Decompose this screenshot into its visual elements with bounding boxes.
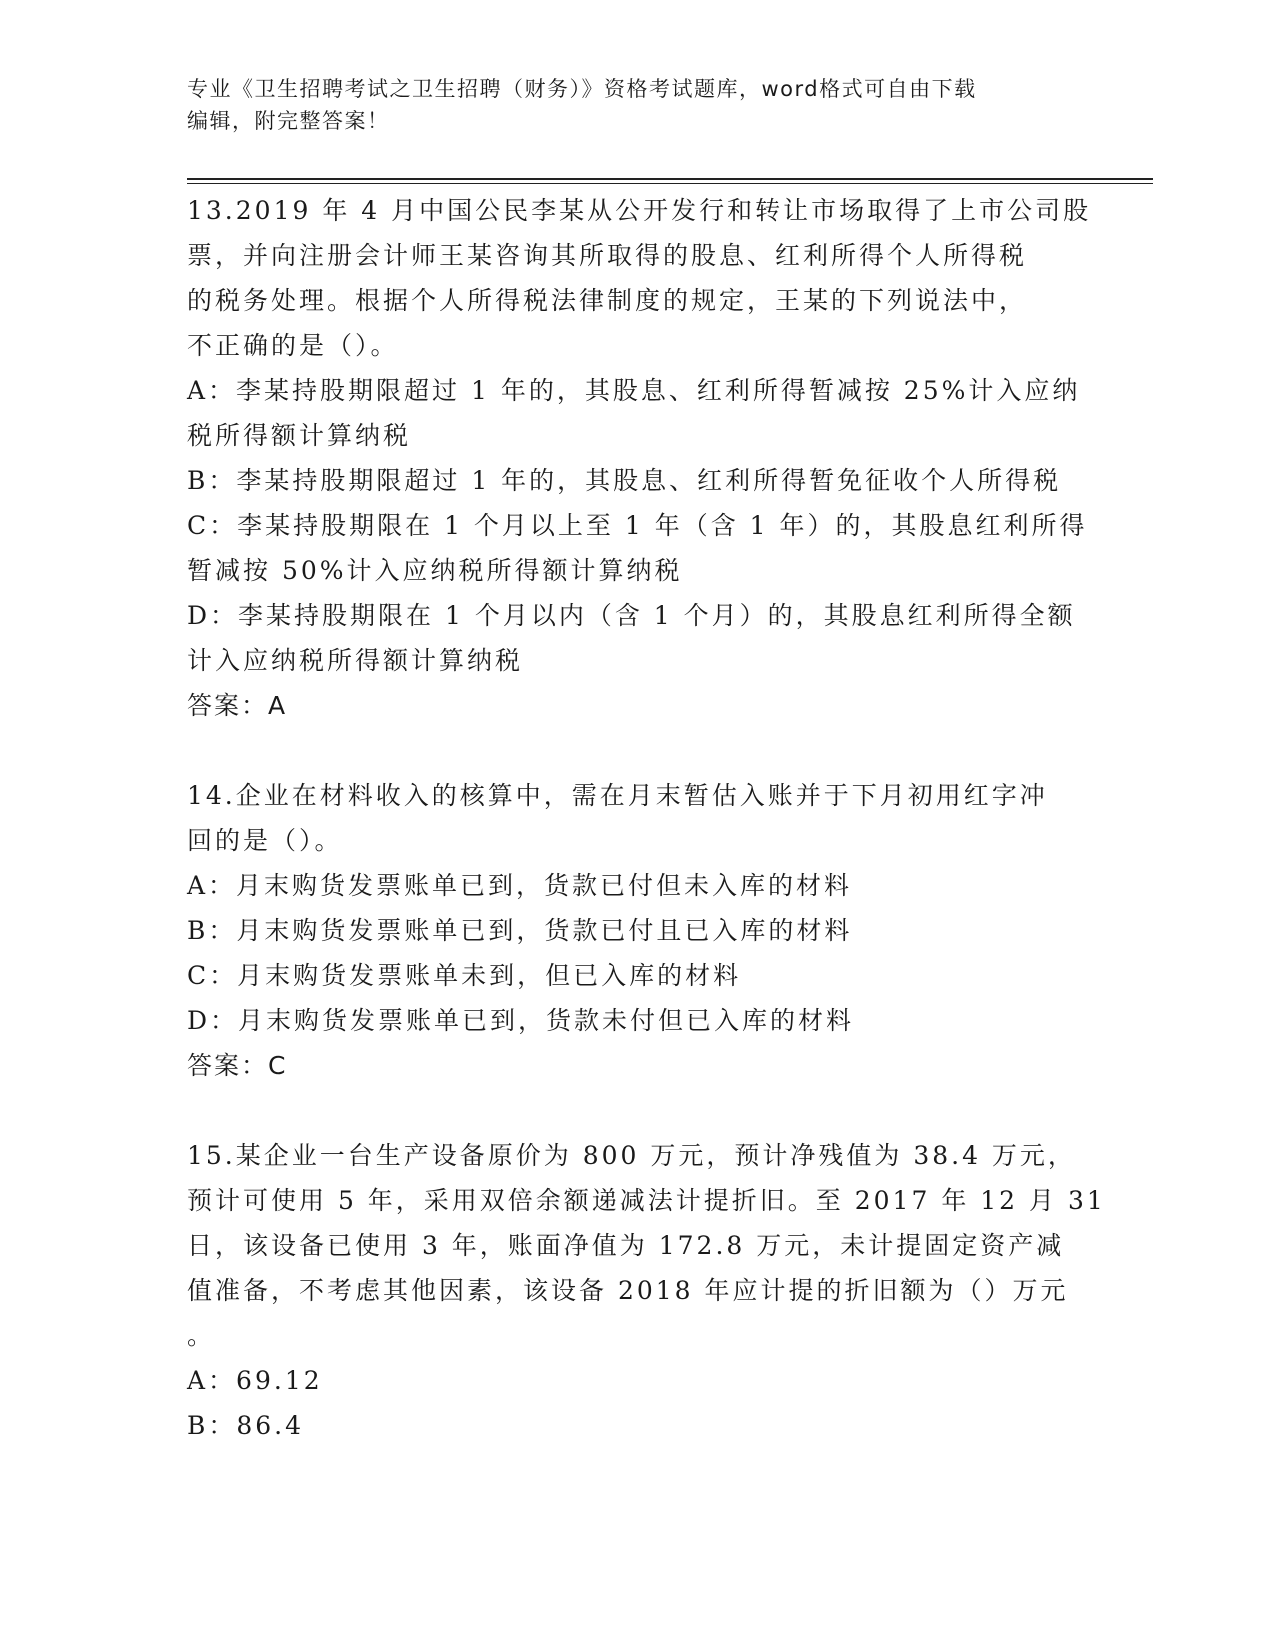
- question-14-option-a: A：月末购货发票账单已到，货款已付但未入库的材料: [187, 871, 853, 900]
- question-15-option-b: B：86.4: [187, 1411, 305, 1440]
- question-13-option-b: B：李某持股期限超过 1 年的，其股息、红利所得暂免征收个人所得税: [187, 466, 1062, 495]
- question-14-stem-line-1: 14.企业在材料收入的核算中，需在月末暂估入账并于下月初用红字冲: [187, 781, 1048, 810]
- question-13-stem-line-4: 不正确的是（）。: [187, 331, 399, 360]
- question-13-stem-line-1: 13.2019 年 4 月中国公民李某从公开发行和转让市场取得了上市公司股: [187, 196, 1092, 225]
- question-14-option-c: C：月末购货发票账单未到，但已入库的材料: [187, 961, 742, 990]
- header-line-2: 编辑，附完整答案！: [187, 109, 390, 133]
- question-15-stem-line-4: 值准备，不考虑其他因素，该设备 2018 年应计提的折旧额为（）万元: [187, 1276, 1069, 1305]
- question-13-option-a-line-1: A：李某持股期限超过 1 年的，其股息、红利所得暂减按 25%计入应纳: [187, 376, 1081, 405]
- question-14: [187, 773, 1087, 1088]
- header-line-1: 专业《卫生招聘考试之卫生招聘（财务）》资格考试题库，word格式可自由下载: [187, 77, 977, 101]
- question-13-option-a-line-2: 税所得额计算纳税: [187, 421, 412, 450]
- question-list: [187, 188, 1106, 1448]
- header-divider-thin: [187, 183, 1153, 184]
- question-13-option-d-line-1: D：李某持股期限在 1 个月以内（含 1 个月）的，其股息红利所得全额: [187, 601, 1076, 630]
- question-15-stem-line-3: 日，该设备已使用 3 年，账面净值为 172.8 万元，未计提固定资产减: [187, 1231, 1065, 1260]
- question-13-stem-line-3: 的税务处理。根据个人所得税法律制度的规定，王某的下列说法中，: [187, 286, 1028, 315]
- question-15-stem-line-1: 15.某企业一台生产设备原价为 800 万元，预计净残值为 38.4 万元，: [187, 1141, 1076, 1170]
- question-14-option-b: B：月末购货发票账单已到，货款已付且已入库的材料: [187, 916, 853, 945]
- question-spacer: [187, 1088, 1087, 1133]
- question-14-stem-line-2: 回的是（）。: [187, 826, 343, 855]
- question-13-option-c-line-2: 暂减按 50%计入应纳税所得额计算纳税: [187, 556, 683, 585]
- question-13-answer: 答案：A: [187, 691, 288, 720]
- question-spacer: [187, 728, 1087, 773]
- question-13-option-c-line-1: C：李某持股期限在 1 个月以上至 1 年（含 1 年）的，其股息红利所得: [187, 511, 1088, 540]
- question-15-stem-line-2: 预计可使用 5 年，采用双倍余额递减法计提折旧。至 2017 年 12 月 31: [187, 1186, 1106, 1215]
- question-15-option-a: A：69.12: [187, 1366, 323, 1395]
- question-13: [187, 188, 1092, 728]
- question-15-stem-line-5: 。: [187, 1321, 216, 1350]
- page-header: [187, 73, 1067, 137]
- header-divider-thick: [187, 178, 1153, 180]
- question-13-stem-line-2: 票，并向注册会计师王某咨询其所取得的股息、红利所得个人所得税: [187, 241, 1028, 270]
- question-13-option-d-line-2: 计入应纳税所得额计算纳税: [187, 646, 524, 675]
- question-15: [187, 1133, 1106, 1448]
- question-14-option-d: D：月末购货发票账单已到，货款未付但已入库的材料: [187, 1006, 855, 1035]
- question-14-answer: 答案：C: [187, 1051, 288, 1080]
